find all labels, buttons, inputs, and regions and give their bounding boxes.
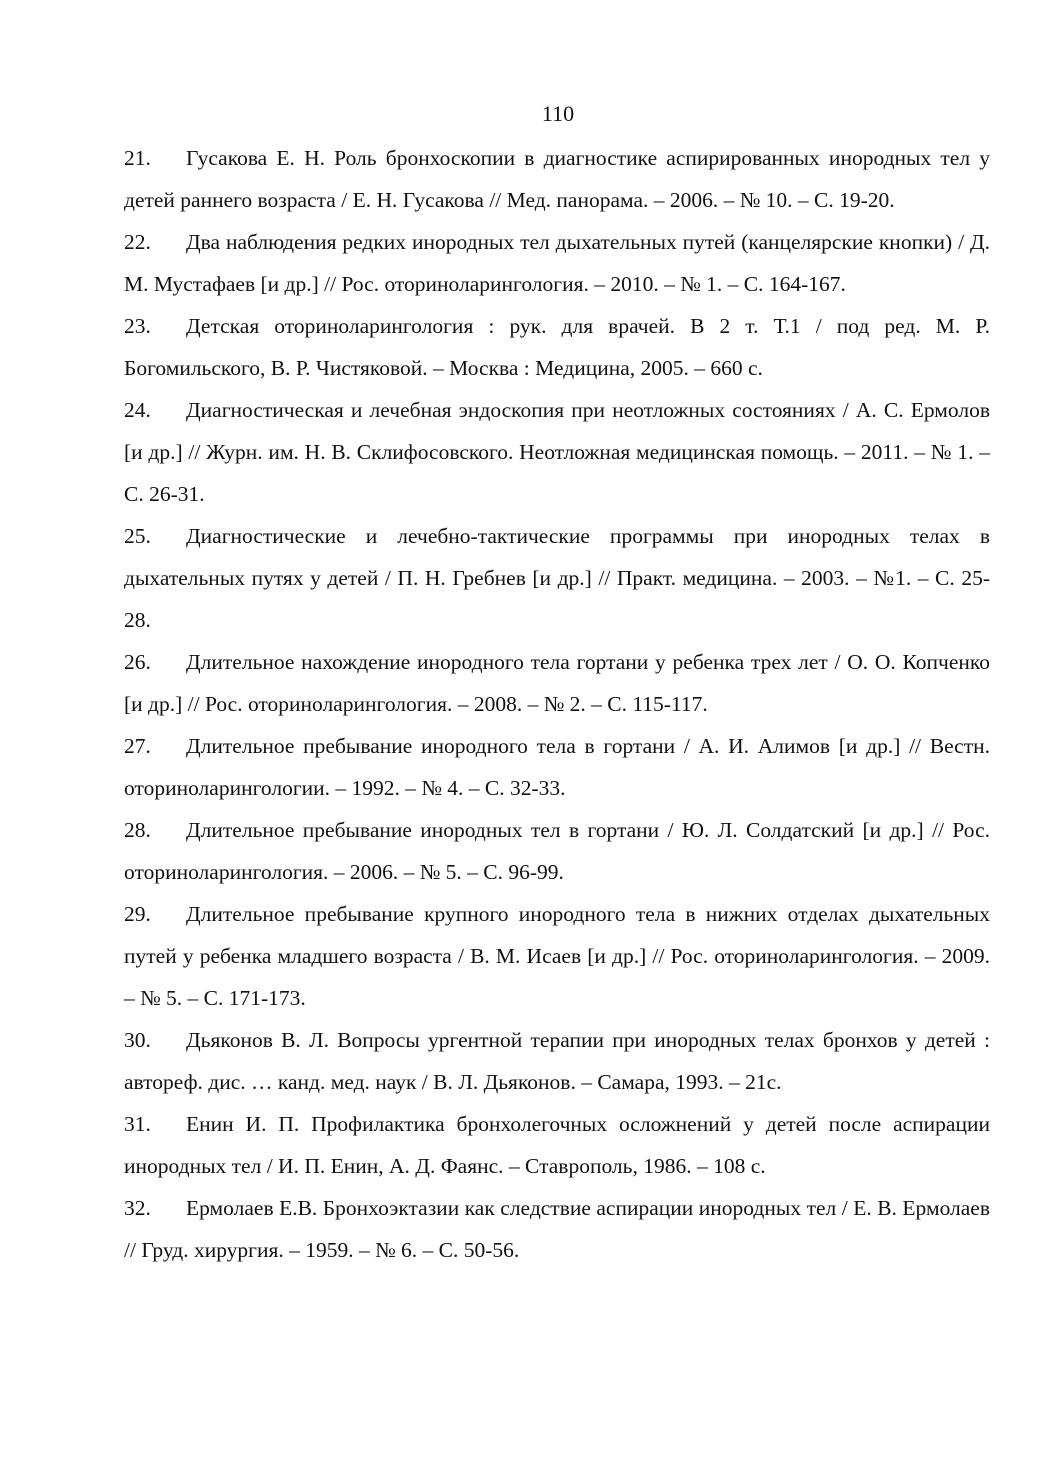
reference-number: 21. [124,146,151,170]
reference-number: 32. [124,1196,151,1220]
reference-item [124,515,990,641]
reference-number: 22. [124,230,151,254]
reference-item [124,641,990,725]
reference-item [124,809,990,893]
reference-number: 25. [124,524,151,548]
reference-number: 28. [124,818,151,842]
reference-text: Гусакова Е. Н. Роль бронхоскопии в диагностике аспирированных инородных тел у детей раннего возраста / Е. Н. Гусакова // Мед. панорама. – 2006. – № 10. – С. 19-20. [124,146,990,212]
reference-text: Енин И. П. Профилактика бронхолегочных осложнений у детей после аспирации инородных тел / И. П. Енин, А. Д. Фаянс. – Ставрополь, 1986. – 108 с. [124,1112,990,1178]
reference-number: 27. [124,734,151,758]
page-number: 110 [541,101,575,126]
reference-number: 23. [124,314,151,338]
reference-text: Дьяконов В. Л. Вопросы ургентной терапии при инородных телах бронхов у детей : автореф. дис. … канд. мед. наук / В. Л. Дьяконов. – Самара, 1993. – 21с. [124,1028,990,1094]
reference-item [124,305,990,389]
reference-item [124,137,990,221]
reference-text: Диагностическая и лечебная эндоскопия при неотложных состояниях / А. С. Ермолов [и др.] // Журн. им. Н. В. Склифосовского. Неотложная медицинская помощь. – 2011. – № 1. – С. 26-31. [124,398,990,506]
reference-number: 29. [124,902,151,926]
reference-number: 31. [124,1112,151,1136]
reference-text: Длительное нахождение инородного тела гортани у ребенка трех лет / О. О. Копченко [и др.] // Рос. оториноларингология. – 2008. – № 2. – С. 115-117. [124,650,990,716]
reference-number: 26. [124,650,151,674]
reference-item [124,221,990,305]
reference-text: Детская оториноларингология : рук. для врачей. В 2 т. Т.1 / под ред. М. Р. Богомильского, В. Р. Чистяковой. – Москва : Медицина, 2005. – 660 с. [124,314,990,380]
reference-list [124,137,990,1271]
reference-text: Два наблюдения редких инородных тел дыхательных путей (канцелярские кнопки) / Д. М. Мустафаев [и др.] // Рос. оториноларингология. – 2010. – № 1. – С. 164-167. [124,230,990,296]
reference-text: Диагностические и лечебно-тактические программы при инородных телах в дыхательных путях у детей / П. Н. Гребнев [и др.] // Практ. медицина. – 2003. – №1. – С. 25-28. [124,524,990,632]
reference-number: 24. [124,398,151,422]
reference-number: 30. [124,1028,151,1052]
reference-text: Длительное пребывание инородных тел в гортани / Ю. Л. Солдатский [и др.] // Рос. оториноларингология. – 2006. – № 5. – С. 96-99. [124,818,990,884]
reference-item [124,725,990,809]
reference-item [124,1103,990,1187]
reference-item [124,389,990,515]
reference-item [124,1187,990,1271]
reference-text: Длительное пребывание инородного тела в гортани / А. И. Алимов [и др.] // Вестн. оториноларингологии. – 1992. – № 4. – С. 32-33. [124,734,990,800]
reference-item [124,893,990,1019]
reference-item [124,1019,990,1103]
reference-text: Ермолаев Е.В. Бронхоэктазии как следствие аспирации инородных тел / Е. В. Ермолаев // Груд. хирургия. – 1959. – № 6. – С. 50-56. [124,1196,990,1262]
reference-text: Длительное пребывание крупного инородного тела в нижних отделах дыхательных путей у ребенка младшего возраста / В. М. Исаев [и др.] // Рос. оториноларингология. – 2009. – № 5. – С. 171-173. [124,902,990,1010]
